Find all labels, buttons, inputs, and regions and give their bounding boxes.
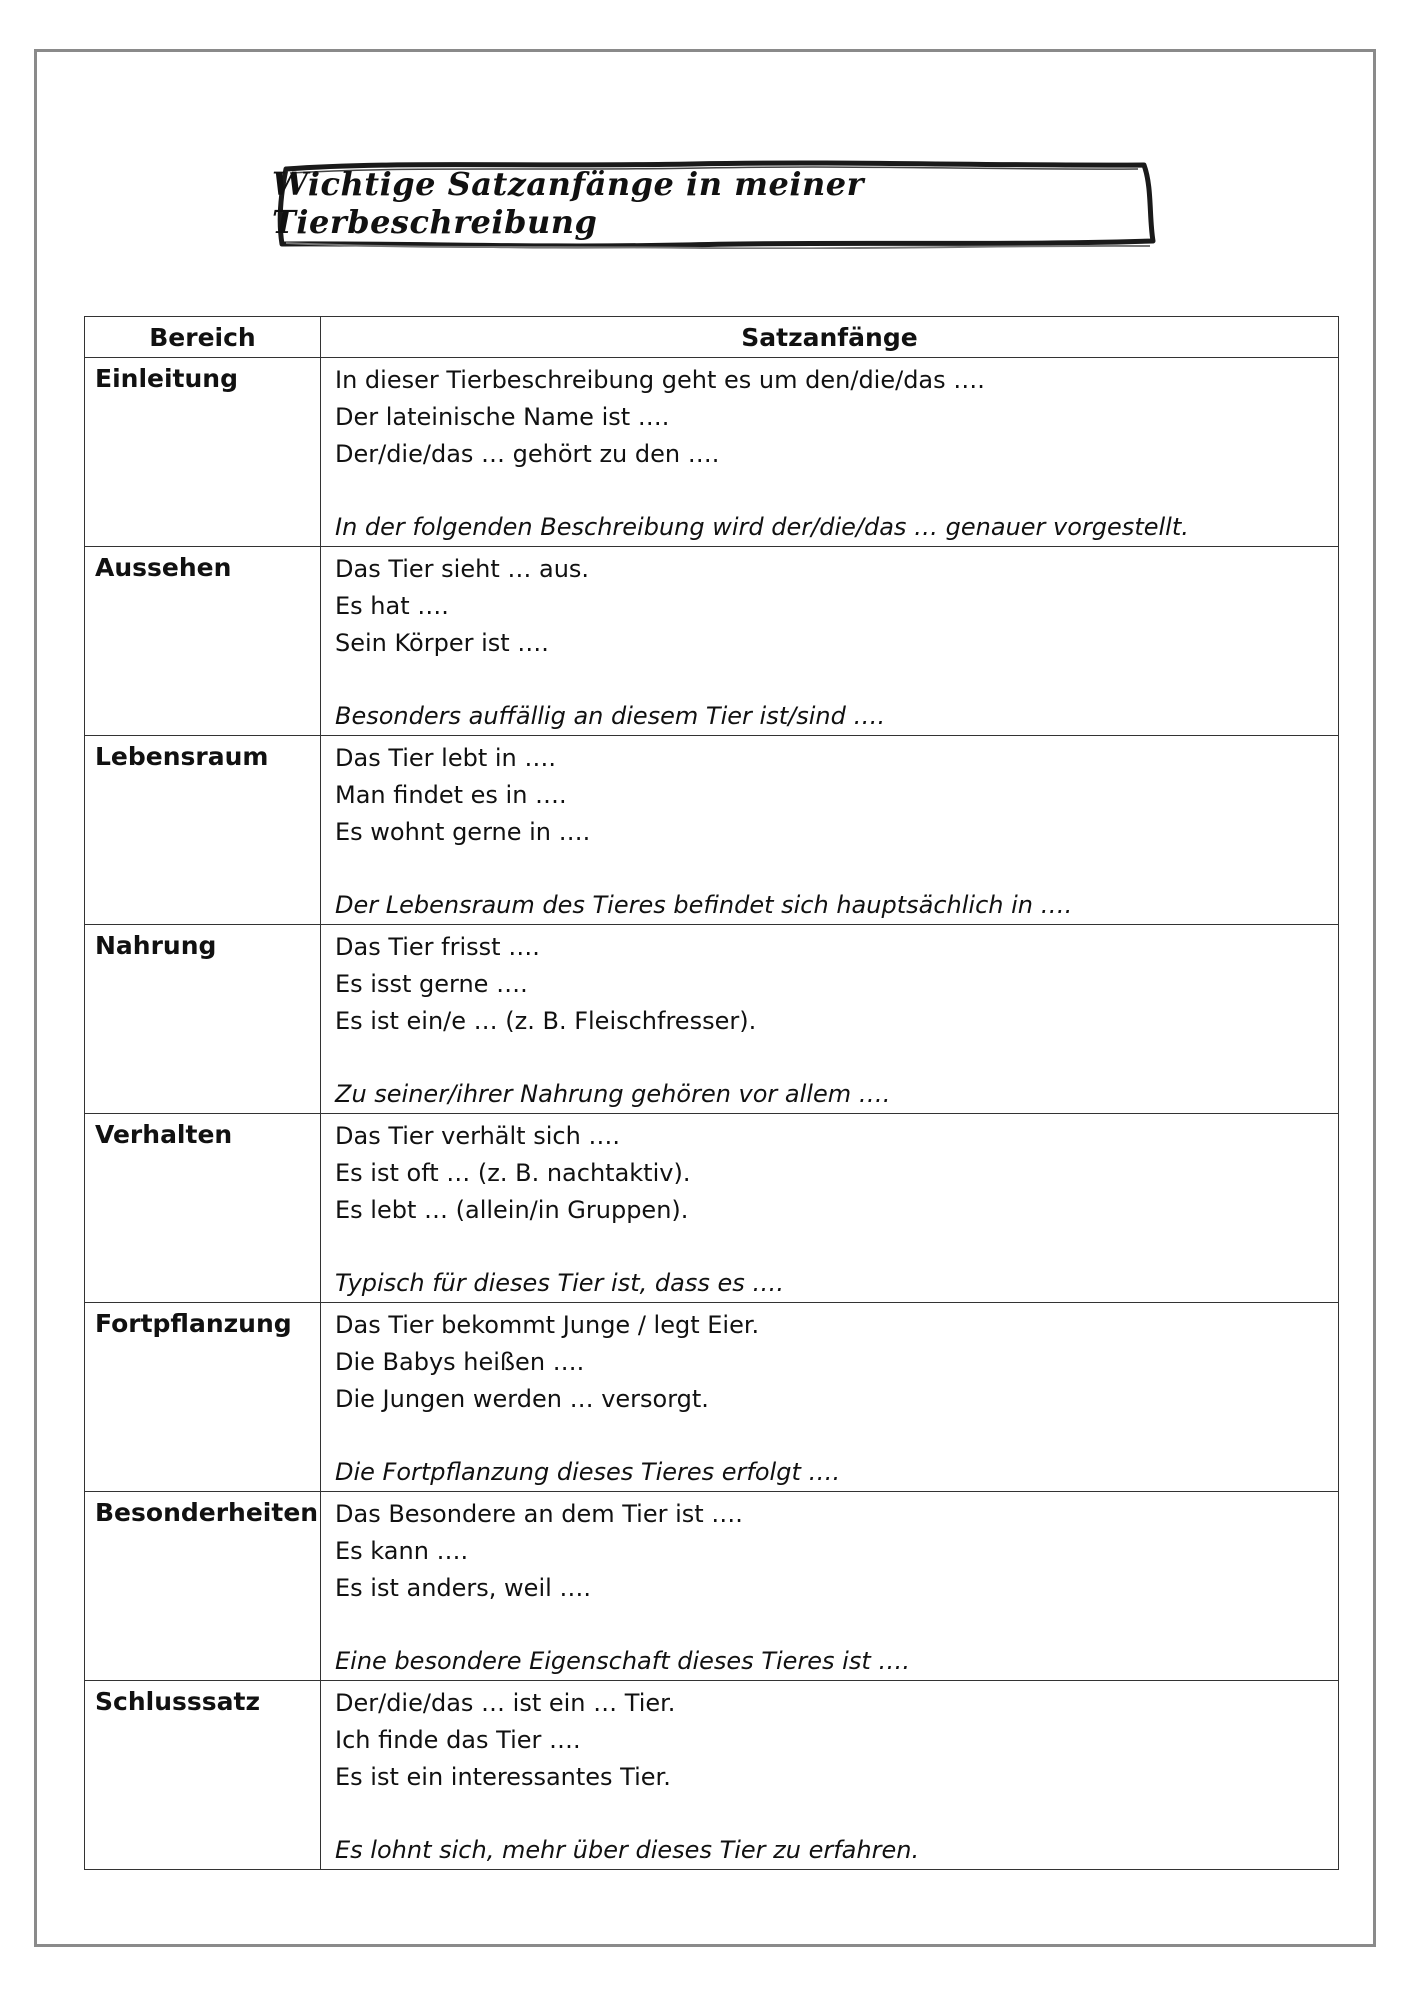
sentence-start: Das Tier verhält sich …. <box>335 1122 621 1150</box>
area-cell: Einleitung <box>85 358 321 547</box>
sentence-start: Es ist oft … (z. B. nachtaktiv). <box>335 1159 691 1187</box>
area-cell: Lebensraum <box>85 736 321 925</box>
table-row <box>85 1303 1339 1492</box>
sentence-start: Der lateinische Name ist …. <box>335 403 670 431</box>
spacer <box>335 1418 1324 1454</box>
sentence-starts-cell <box>321 1681 1339 1870</box>
area-cell: Schlusssatz <box>85 1681 321 1870</box>
sentence-start: Es hat …. <box>335 592 449 620</box>
sentence-starts-cell <box>321 736 1339 925</box>
table-row <box>85 547 1339 736</box>
spacer <box>335 1796 1324 1832</box>
sentence-starts-cell <box>321 1492 1339 1681</box>
sentence-start-italic: Besonders auffällig an diesem Tier ist/sind …. <box>335 702 886 730</box>
sentence-start-italic: Die Fortpflanzung dieses Tieres erfolgt …. <box>335 1458 841 1486</box>
table-row <box>85 1492 1339 1681</box>
header-sentence-starts: Satzanfänge <box>321 317 1339 358</box>
sentence-start-italic: Eine besondere Eigenschaft dieses Tieres ist …. <box>335 1647 911 1675</box>
sentence-start: Man findet es in …. <box>335 781 567 809</box>
sentence-start: Das Tier lebt in …. <box>335 744 557 772</box>
page-title: Wichtige Satzanfänge in meiner Tierbeschreibung <box>272 165 864 241</box>
sentence-start: Der/die/das … ist ein … Tier. <box>335 1689 676 1717</box>
table-row <box>85 736 1339 925</box>
sentence-start-italic: Typisch für dieses Tier ist, dass es …. <box>335 1269 784 1297</box>
area-cell: Verhalten <box>85 1114 321 1303</box>
sentence-start-italic: In der folgenden Beschreibung wird der/die/das … genauer vorgestellt. <box>335 513 1189 541</box>
table-row <box>85 358 1339 547</box>
table-header-row <box>85 317 1339 358</box>
spacer <box>335 1040 1324 1076</box>
sentence-start: Es lebt … (allein/in Gruppen). <box>335 1196 689 1224</box>
spacer <box>335 851 1324 887</box>
area-cell: Nahrung <box>85 925 321 1114</box>
sentence-start: Es isst gerne …. <box>335 970 528 998</box>
sentence-start: Die Babys heißen …. <box>335 1348 585 1376</box>
spacer <box>335 1607 1324 1643</box>
sentence-starts-table <box>84 316 1339 1870</box>
sentence-start-italic: Der Lebensraum des Tieres befindet sich hauptsächlich in …. <box>335 891 1073 919</box>
sentence-start: Es kann …. <box>335 1537 469 1565</box>
spacer <box>335 662 1324 698</box>
sentence-start: Es ist ein/e … (z. B. Fleischfresser). <box>335 1007 757 1035</box>
sentence-start-italic: Es lohnt sich, mehr über dieses Tier zu erfahren. <box>335 1836 920 1864</box>
table-row <box>85 1114 1339 1303</box>
sentence-start: Die Jungen werden … versorgt. <box>335 1385 709 1413</box>
area-cell: Besonderheiten <box>85 1492 321 1681</box>
sentence-starts-cell <box>321 925 1339 1114</box>
area-cell: Fortpflanzung <box>85 1303 321 1492</box>
spacer <box>335 473 1324 509</box>
area-cell: Aussehen <box>85 547 321 736</box>
sentence-start: Es ist anders, weil …. <box>335 1574 592 1602</box>
table-row <box>85 1681 1339 1870</box>
sentence-starts-cell <box>321 358 1339 547</box>
title-banner <box>272 157 1159 249</box>
spacer <box>335 1229 1324 1265</box>
header-area: Bereich <box>85 317 321 358</box>
sentence-start: Es wohnt gerne in …. <box>335 818 591 846</box>
sentence-start: Das Besondere an dem Tier ist …. <box>335 1500 743 1528</box>
sentence-start: In dieser Tierbeschreibung geht es um den/die/das …. <box>335 366 985 394</box>
sentence-start: Der/die/das … gehört zu den …. <box>335 440 720 468</box>
sentence-start: Das Tier sieht … aus. <box>335 555 590 583</box>
table-row <box>85 925 1339 1114</box>
sentence-starts-cell <box>321 1114 1339 1303</box>
sentence-starts-cell <box>321 1303 1339 1492</box>
sentence-start: Ich finde das Tier …. <box>335 1726 581 1754</box>
sentence-start: Das Tier frisst …. <box>335 933 540 961</box>
sentence-starts-cell <box>321 547 1339 736</box>
sentence-start-italic: Zu seiner/ihrer Nahrung gehören vor allem …. <box>335 1080 891 1108</box>
sentence-start: Das Tier bekommt Junge / legt Eier. <box>335 1311 760 1339</box>
sentence-start: Sein Körper ist …. <box>335 629 549 657</box>
sentence-start: Es ist ein interessantes Tier. <box>335 1763 671 1791</box>
